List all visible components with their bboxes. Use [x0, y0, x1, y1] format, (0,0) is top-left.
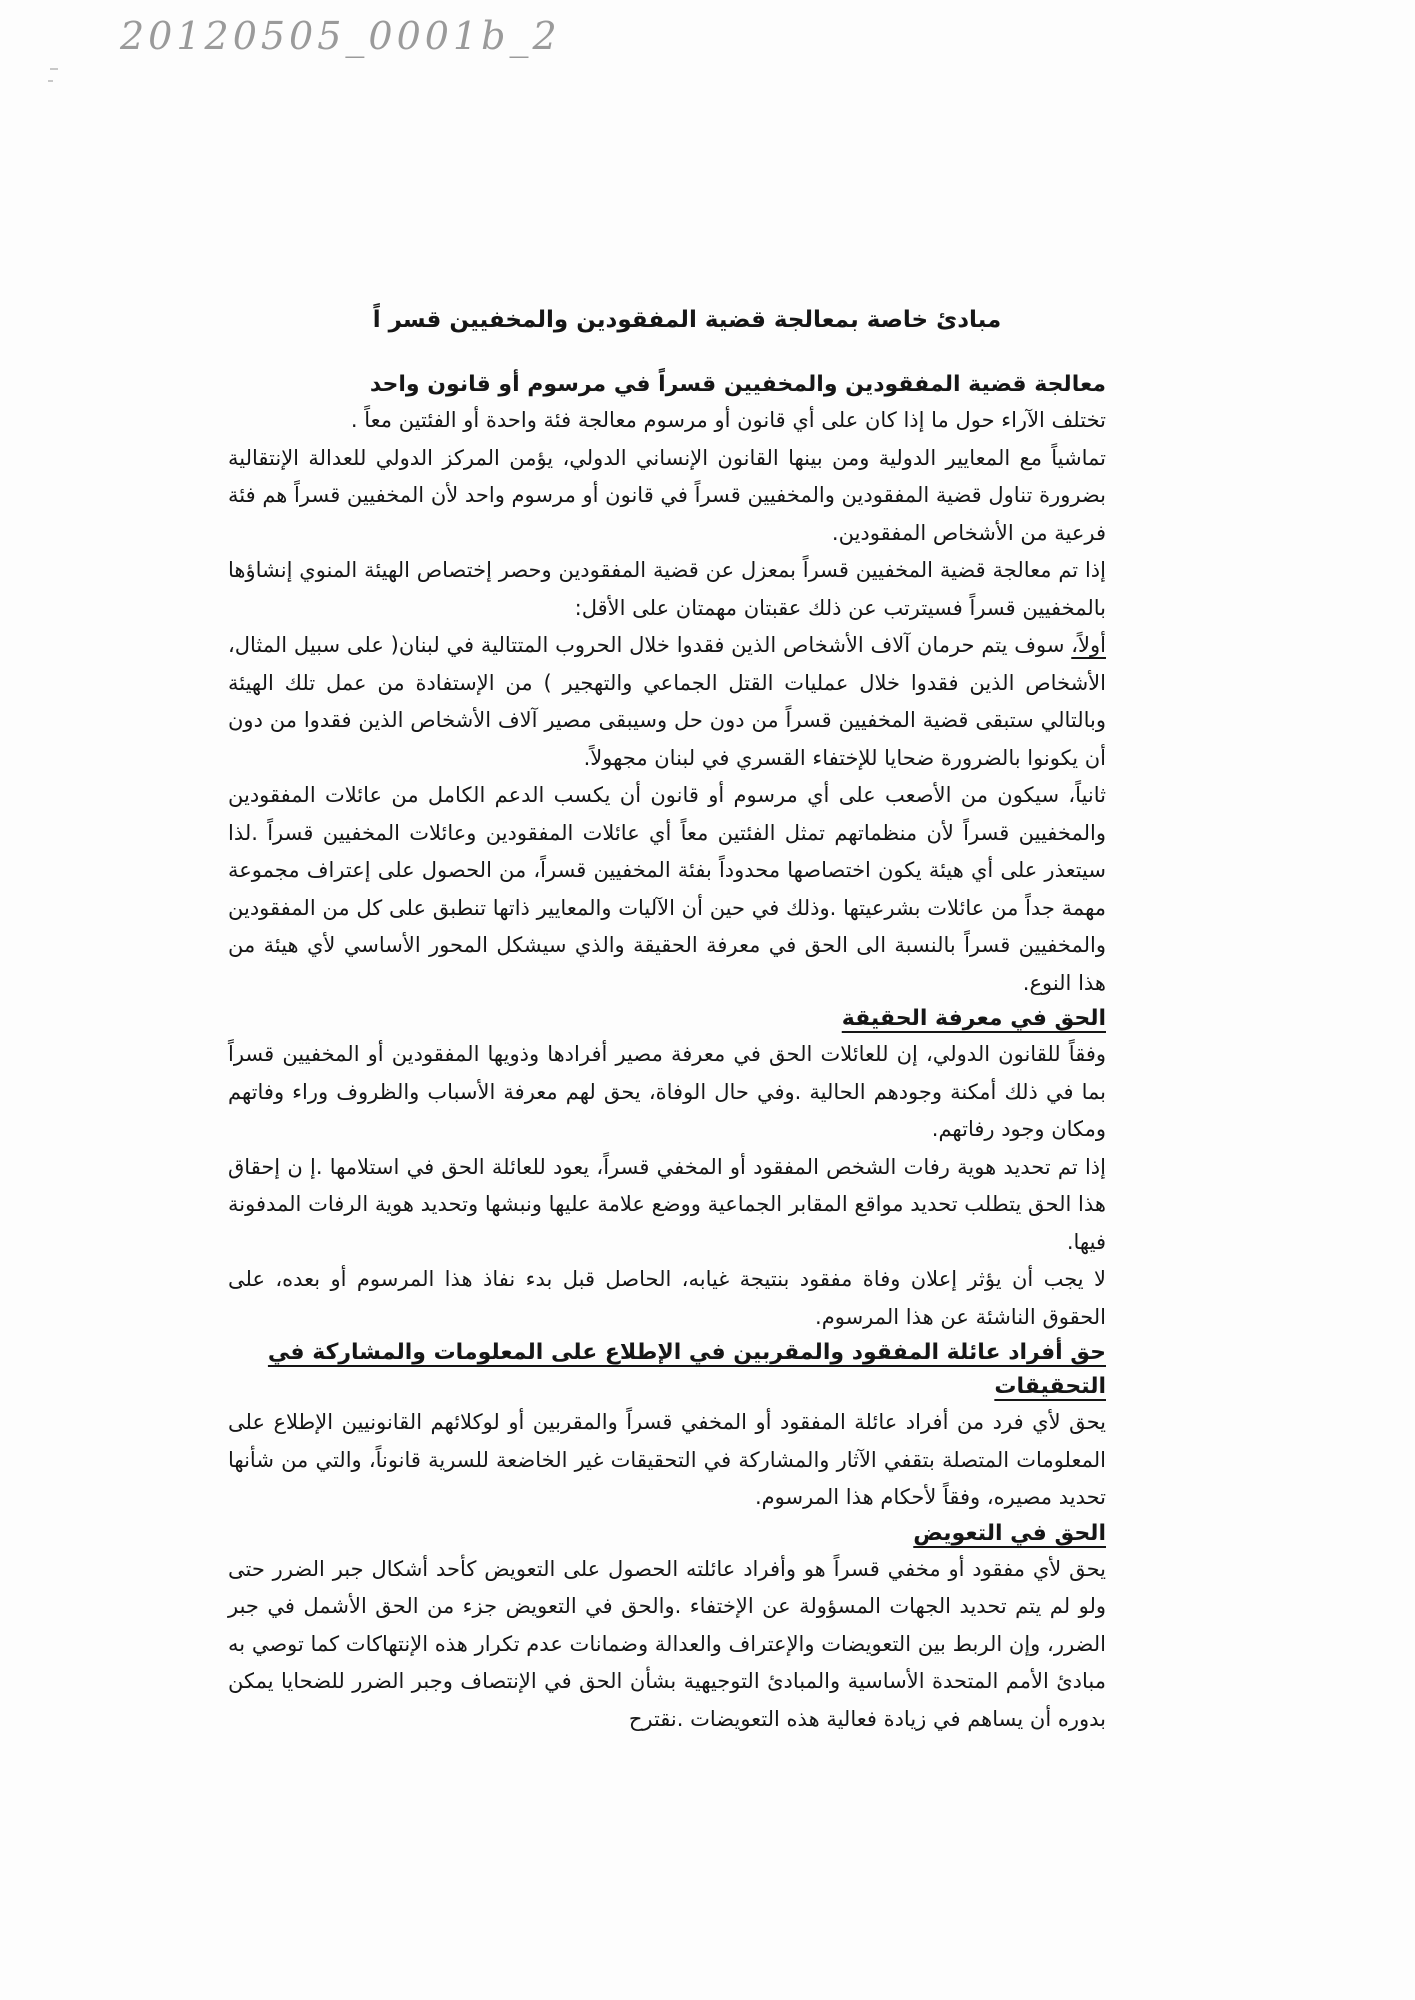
- paragraph-lead: أولاً،: [1071, 633, 1106, 657]
- paragraph: [228, 1551, 1106, 1739]
- section-right-to-truth: [228, 1002, 1106, 1336]
- paragraph-text: تماشياً مع المعايير الدولية ومن بينها القانون الإنساني الدولي، يؤمن المركز الدولي للعدالة الإنتقالية بضرورة تناول قضية المفقودين والمخفيين قسراً في قانون أو مرسوم واحد لأن المخفيين قسراً هم فئة فرعية من الأشخاص المفقودين.: [228, 445, 1106, 545]
- scan-speck: [48, 80, 53, 82]
- paragraph-text: تختلف الآراء حول ما إذا كان على أي قانون أو مرسوم معالجة فئة واحدة أو الفئتين معاً .: [350, 408, 1106, 432]
- paragraph-text: يحق لأي فرد من أفراد عائلة المفقود أو المخفي قسراً والمقربين أو لوكلائهم القانونيين الإطلاع على المعلومات المتصلة بتقفي الآثار والمشاركة في التحقيقات غير الخاضعة للسرية قانوناً، والتي من شأنها تحديد مصيره، وفقاً لأحكام هذا المرسوم.: [228, 1410, 1106, 1509]
- section-right-to-compensation: [228, 1517, 1106, 1739]
- document-body: [228, 300, 1106, 1738]
- section-right-to-information: [228, 1336, 1106, 1517]
- handwritten-scan-label: 20120505_0001b_2: [120, 14, 561, 58]
- section-heading: معالجة قضية المفقودين والمخفيين قسراً في مرسوم أو قانون واحد: [369, 372, 1106, 397]
- document-title: مبادئ خاصة بمعالجة قضية المفقودين والمخفيين قسر اً: [372, 307, 1002, 333]
- paragraph-text: يحق لأي مفقود أو مخفي قسراً هو وأفراد عائلته الحصول على التعويض كأحد أشكال جبر الضرر حتى ولو لم يتم تحديد الجهات المسؤولة عن الإختفاء .والحق في التعويض جزء من الحق الأشمل في جبر الضرر، وإن الربط بين التعويضات والإعتراف والعدالة وضمانات عدم تكرار هذه الإنتهاكات كما توصي به مبادئ الأمم المتحدة الأساسية والمبادئ التوجيهية بشأن الحق في الإنتصاف وجبر الضرر للضحايا يمكن بدوره أن يساهم في زيادة فعالية هذه التعويضات .نقترح: [228, 1556, 1106, 1731]
- paragraph-text: إذا تم معالجة قضية المخفيين قسراً بمعزل عن قضية المفقودين وحصر إختصاص الهيئة المنوي إنشاؤها بالمخفيين قسراً فسيترتب عن ذلك عقبتان مهمتان على الأقل:: [228, 558, 1106, 620]
- paragraph: [228, 1261, 1106, 1336]
- section-single-law: [228, 368, 1106, 1002]
- paragraph-text: إذا تم تحديد هوية رفات الشخص المفقود أو المخفي قسراً، يعود للعائلة الحق في استلامها .إ ن إحقاق هذا الحق يتطلب تحديد مواقع المقابر الجماعية ووضع علامة عليها ونبشها وتحديد هوية الرفات المدفونة فيها.: [228, 1154, 1106, 1254]
- paragraph: [228, 777, 1106, 1002]
- paragraph-text: لا يجب أن يؤثر إعلان وفاة مفقود بنتيجة غيابه، الحاصل قبل بدء نفاذ هذا المرسوم أو بعده، على الحقوق الناشئة عن هذا المرسوم.: [228, 1267, 1106, 1329]
- paragraph: [228, 440, 1106, 553]
- paragraph: [228, 627, 1106, 777]
- paragraph-text: ثانياً، سيكون من الأصعب على أي مرسوم أو قانون أن يكسب الدعم الكامل من عائلات المفقودين والمخفيين قسراً لأن منظماتهم تمثل الفئتين معاً أي عائلات المفقودين وعائلات المخفيين قسراً .لذا سيتعذر على أي هيئة يكون اختصاصها محدوداً بفئة المخفيين قسراً، من الحصول على إعتراف مجموعة مهمة جداً من عائلات بشرعيتها .وذلك في حين أن الآليات والمعايير ذاتها تنطبق على كل من المفقودين والمخفيين قسراً بالنسبة الى الحق في معرفة الحقيقة والذي سيشكل المحور الأساسي لأي هيئة من هذا النوع.: [228, 783, 1106, 995]
- scan-speck: [50, 68, 58, 70]
- section-heading: حق أفراد عائلة المفقود والمقربين في الإطلاع على المعلومات والمشاركة في التحقيقات: [267, 1340, 1106, 1399]
- section-heading: الحق في التعويض: [913, 1520, 1106, 1546]
- paragraph: [228, 1404, 1106, 1517]
- paragraph: [228, 402, 1106, 440]
- paragraph: [228, 1036, 1106, 1149]
- section-heading: الحق في معرفة الحقيقة: [841, 1006, 1106, 1031]
- paragraph-text: وفقاً للقانون الدولي، إن للعائلات الحق في معرفة مصير أفرادها وذويها المفقودين أو المخفيين قسراً بما في ذلك أمكنة وجودهم الحالية .وفي حال الوفاة، يحق لهم معرفة الأسباب والظروف وراء وفاتهم ومكان وجود رفاتهم.: [228, 1042, 1106, 1141]
- paragraph: [228, 552, 1106, 627]
- paragraph-text: سوف يتم حرمان آلاف الأشخاص الذين فقدوا خلال الحروب المتتالية في لبنان( على سبيل المثال، الأشخاص الذين فقدوا خلال عمليات القتل الجماعي والتهجير ) من الإستفادة من عمل تلك الهيئة وبالتالي ستبقى قضية المخفيين قسراً من دون حل وسيبقى مصير آلاف الأشخاص الذين فقدوا من دون أن يكونوا بالضرورة ضحايا للإختفاء القسري في لبنان مجهولاً.: [228, 633, 1106, 770]
- paragraph: [228, 1149, 1106, 1262]
